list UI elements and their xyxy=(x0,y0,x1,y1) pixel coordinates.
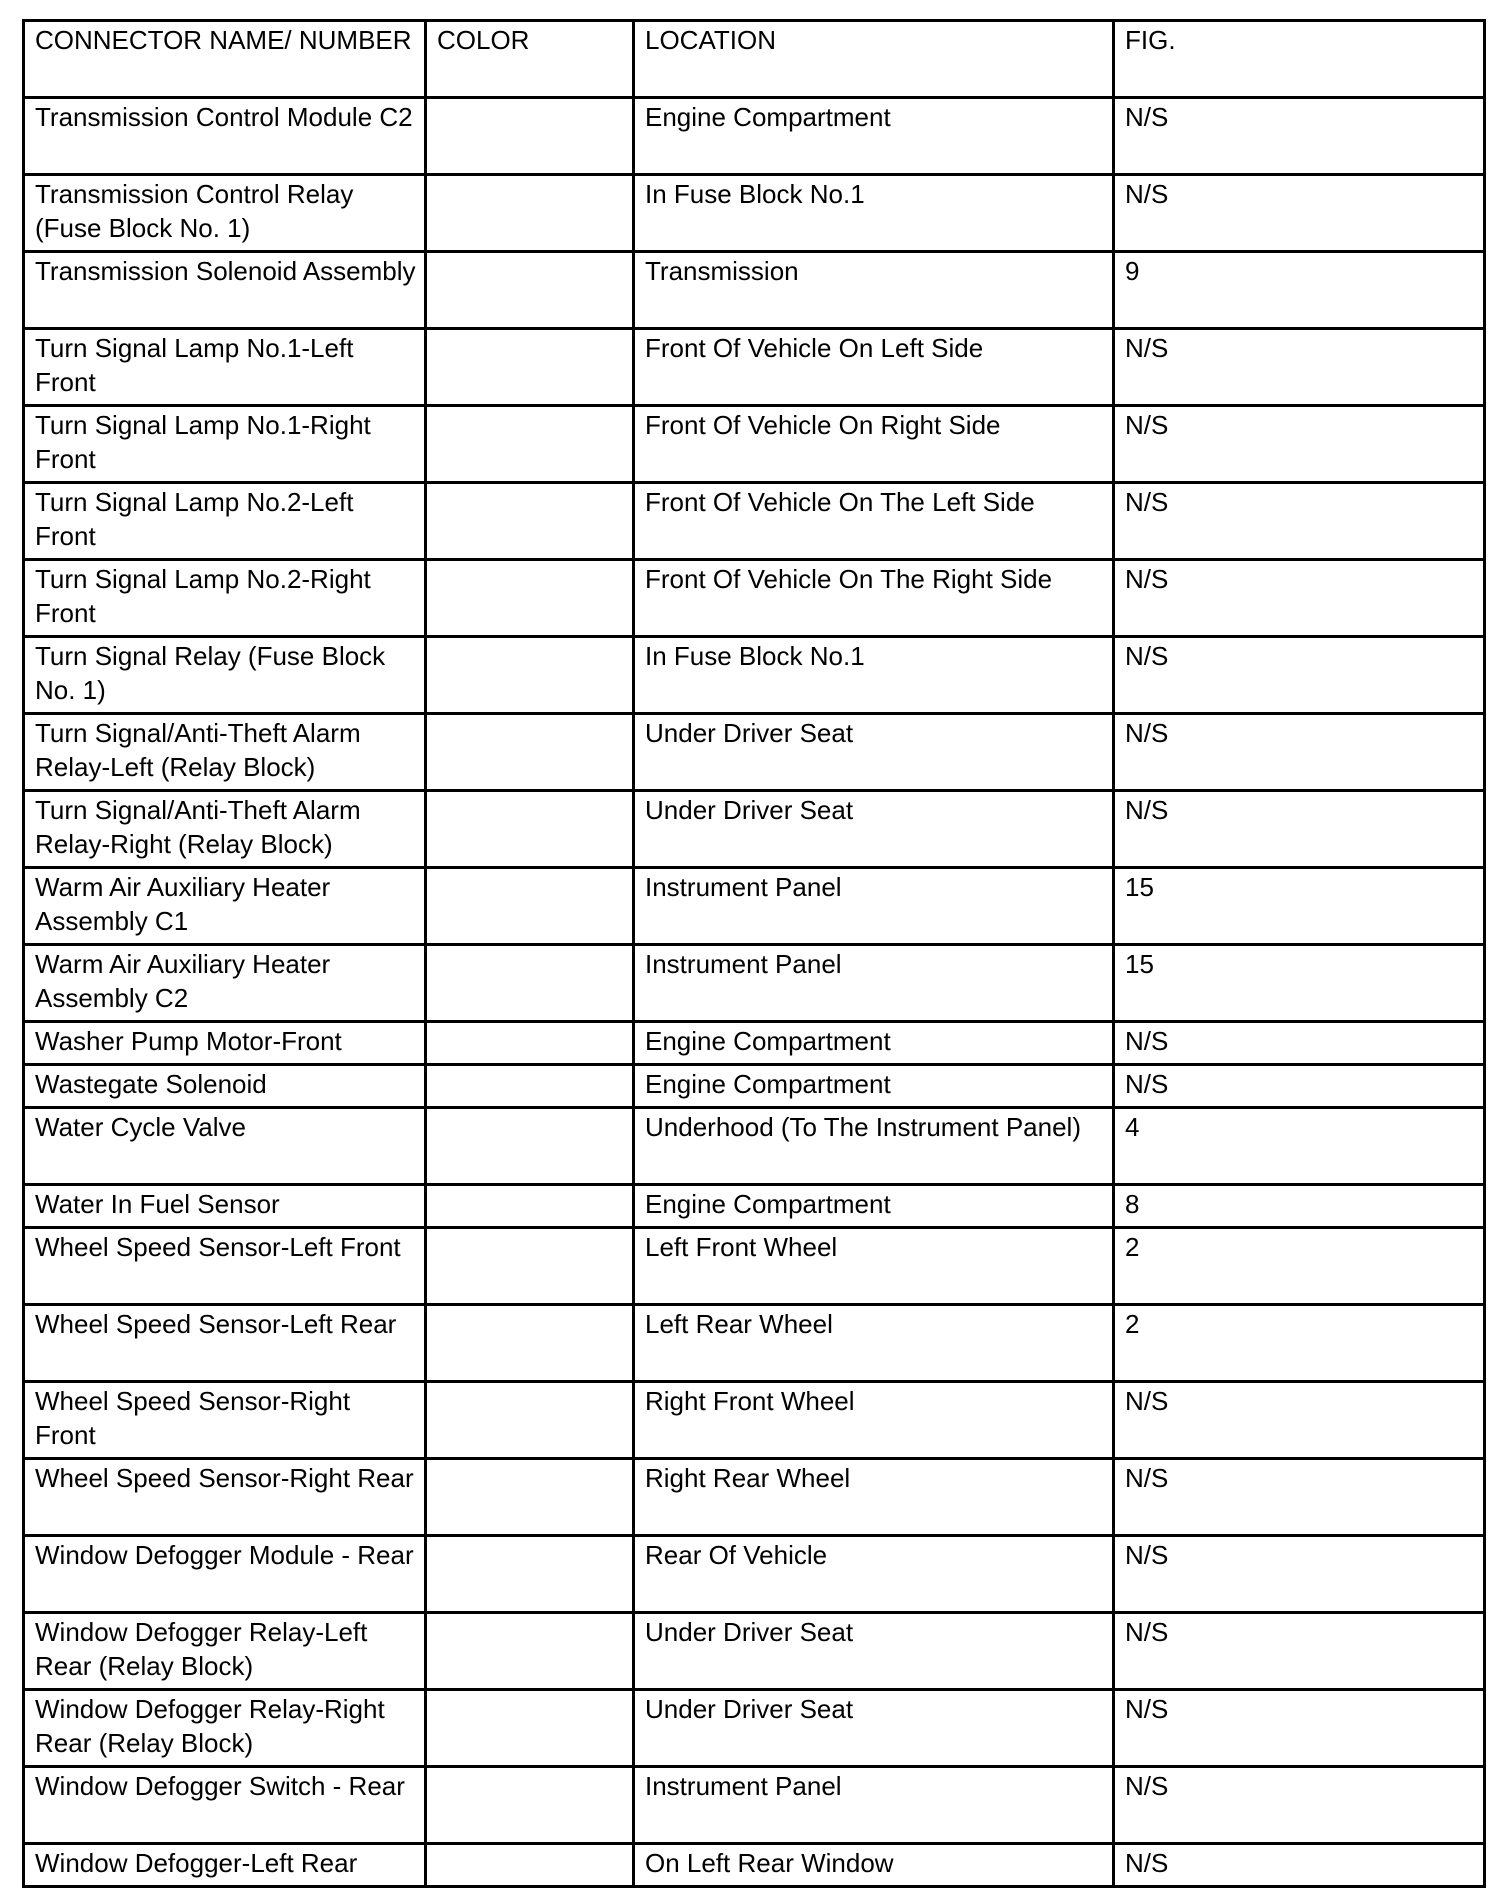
location-cell: Instrument Panel xyxy=(634,868,1114,945)
table-row xyxy=(24,1228,1485,1305)
connector-name-cell: Window Defogger Switch - Rear xyxy=(24,1767,426,1844)
location-cell: Right Rear Wheel xyxy=(634,1459,1114,1536)
location-cell: Left Front Wheel xyxy=(634,1228,1114,1305)
table-row xyxy=(24,1305,1485,1382)
table-row xyxy=(24,1690,1485,1767)
color-cell xyxy=(426,1690,634,1767)
table-row xyxy=(24,1022,1485,1065)
fig-cell: N/S xyxy=(1114,406,1485,483)
color-cell xyxy=(426,1613,634,1690)
color-cell xyxy=(426,1108,634,1185)
connector-name-cell: Warm Air Auxiliary Heater Assembly C1 xyxy=(24,868,426,945)
color-cell xyxy=(426,945,634,1022)
table-row xyxy=(24,945,1485,1022)
table-row xyxy=(24,714,1485,791)
header-location: LOCATION xyxy=(634,21,1114,98)
color-cell xyxy=(426,1305,634,1382)
fig-cell: 15 xyxy=(1114,945,1485,1022)
connector-name-cell: Water In Fuel Sensor xyxy=(24,1185,426,1228)
location-cell: Front Of Vehicle On Right Side xyxy=(634,406,1114,483)
location-cell: Left Rear Wheel xyxy=(634,1305,1114,1382)
color-cell xyxy=(426,868,634,945)
connector-table-page xyxy=(22,19,1483,1888)
location-cell: Engine Compartment xyxy=(634,98,1114,175)
fig-cell: N/S xyxy=(1114,98,1485,175)
table-row xyxy=(24,1536,1485,1613)
header-connector-name: CONNECTOR NAME/ NUMBER xyxy=(24,21,426,98)
color-cell xyxy=(426,329,634,406)
color-cell xyxy=(426,98,634,175)
color-cell xyxy=(426,1022,634,1065)
location-cell: Rear Of Vehicle xyxy=(634,1536,1114,1613)
fig-cell: N/S xyxy=(1114,1690,1485,1767)
location-cell: Transmission xyxy=(634,252,1114,329)
connector-name-cell: Transmission Control Relay (Fuse Block No. 1) xyxy=(24,175,426,252)
connector-name-cell: Turn Signal Lamp No.2-Left Front xyxy=(24,483,426,560)
location-cell: Underhood (To The Instrument Panel) xyxy=(634,1108,1114,1185)
fig-cell: N/S xyxy=(1114,1022,1485,1065)
fig-cell: N/S xyxy=(1114,1382,1485,1459)
location-cell: Front Of Vehicle On The Left Side xyxy=(634,483,1114,560)
connector-location-table xyxy=(22,19,1486,1888)
table-row xyxy=(24,637,1485,714)
fig-cell: N/S xyxy=(1114,1613,1485,1690)
location-cell: In Fuse Block No.1 xyxy=(634,637,1114,714)
connector-name-cell: Transmission Solenoid Assembly xyxy=(24,252,426,329)
header-color: COLOR xyxy=(426,21,634,98)
table-row xyxy=(24,1767,1485,1844)
color-cell xyxy=(426,1844,634,1887)
location-cell: Instrument Panel xyxy=(634,1767,1114,1844)
table-row xyxy=(24,1382,1485,1459)
fig-cell: N/S xyxy=(1114,483,1485,560)
table-row xyxy=(24,791,1485,868)
fig-cell: 2 xyxy=(1114,1228,1485,1305)
table-row xyxy=(24,483,1485,560)
location-cell: In Fuse Block No.1 xyxy=(634,175,1114,252)
fig-cell: N/S xyxy=(1114,1065,1485,1108)
table-header-row xyxy=(24,21,1485,98)
location-cell: Front Of Vehicle On Left Side xyxy=(634,329,1114,406)
color-cell xyxy=(426,637,634,714)
location-cell: Front Of Vehicle On The Right Side xyxy=(634,560,1114,637)
fig-cell: N/S xyxy=(1114,1767,1485,1844)
connector-name-cell: Turn Signal Lamp No.1-Left Front xyxy=(24,329,426,406)
color-cell xyxy=(426,714,634,791)
fig-cell: 8 xyxy=(1114,1185,1485,1228)
fig-cell: 15 xyxy=(1114,868,1485,945)
connector-name-cell: Window Defogger Module - Rear xyxy=(24,1536,426,1613)
fig-cell: N/S xyxy=(1114,791,1485,868)
table-row xyxy=(24,252,1485,329)
connector-name-cell: Turn Signal/Anti-Theft Alarm Relay-Right (Relay Block) xyxy=(24,791,426,868)
location-cell: Instrument Panel xyxy=(634,945,1114,1022)
fig-cell: N/S xyxy=(1114,1536,1485,1613)
connector-name-cell: Turn Signal Relay (Fuse Block No. 1) xyxy=(24,637,426,714)
fig-cell: N/S xyxy=(1114,1844,1485,1887)
table-row xyxy=(24,1613,1485,1690)
table-row xyxy=(24,1459,1485,1536)
connector-name-cell: Window Defogger-Left Rear xyxy=(24,1844,426,1887)
color-cell xyxy=(426,1065,634,1108)
location-cell: On Left Rear Window xyxy=(634,1844,1114,1887)
location-cell: Engine Compartment xyxy=(634,1065,1114,1108)
location-cell: Under Driver Seat xyxy=(634,1690,1114,1767)
connector-name-cell: Wheel Speed Sensor-Left Front xyxy=(24,1228,426,1305)
color-cell xyxy=(426,252,634,329)
fig-cell: N/S xyxy=(1114,1459,1485,1536)
connector-name-cell: Turn Signal/Anti-Theft Alarm Relay-Left (Relay Block) xyxy=(24,714,426,791)
location-cell: Right Front Wheel xyxy=(634,1382,1114,1459)
connector-name-cell: Wastegate Solenoid xyxy=(24,1065,426,1108)
connector-name-cell: Window Defogger Relay-Left Rear (Relay Block) xyxy=(24,1613,426,1690)
color-cell xyxy=(426,1536,634,1613)
table-row xyxy=(24,406,1485,483)
fig-cell: N/S xyxy=(1114,560,1485,637)
location-cell: Under Driver Seat xyxy=(634,714,1114,791)
color-cell xyxy=(426,791,634,868)
location-cell: Under Driver Seat xyxy=(634,1613,1114,1690)
fig-cell: 2 xyxy=(1114,1305,1485,1382)
connector-name-cell: Warm Air Auxiliary Heater Assembly C2 xyxy=(24,945,426,1022)
color-cell xyxy=(426,1459,634,1536)
table-row xyxy=(24,1844,1485,1887)
color-cell xyxy=(426,483,634,560)
location-cell: Engine Compartment xyxy=(634,1185,1114,1228)
connector-name-cell: Washer Pump Motor-Front xyxy=(24,1022,426,1065)
table-row xyxy=(24,329,1485,406)
connector-name-cell: Wheel Speed Sensor-Right Front xyxy=(24,1382,426,1459)
table-row xyxy=(24,98,1485,175)
fig-cell: 4 xyxy=(1114,1108,1485,1185)
location-cell: Engine Compartment xyxy=(634,1022,1114,1065)
color-cell xyxy=(426,175,634,252)
connector-name-cell: Wheel Speed Sensor-Left Rear xyxy=(24,1305,426,1382)
table-row xyxy=(24,1108,1485,1185)
fig-cell: N/S xyxy=(1114,714,1485,791)
location-cell: Under Driver Seat xyxy=(634,791,1114,868)
color-cell xyxy=(426,560,634,637)
table-row xyxy=(24,560,1485,637)
fig-cell: N/S xyxy=(1114,175,1485,252)
color-cell xyxy=(426,406,634,483)
table-row xyxy=(24,1065,1485,1108)
header-fig: FIG. xyxy=(1114,21,1485,98)
connector-name-cell: Turn Signal Lamp No.2-Right Front xyxy=(24,560,426,637)
connector-name-cell: Turn Signal Lamp No.1-Right Front xyxy=(24,406,426,483)
connector-name-cell: Water Cycle Valve xyxy=(24,1108,426,1185)
connector-name-cell: Wheel Speed Sensor-Right Rear xyxy=(24,1459,426,1536)
table-row xyxy=(24,175,1485,252)
color-cell xyxy=(426,1185,634,1228)
color-cell xyxy=(426,1767,634,1844)
color-cell xyxy=(426,1228,634,1305)
table-row xyxy=(24,1185,1485,1228)
connector-name-cell: Window Defogger Relay-Right Rear (Relay Block) xyxy=(24,1690,426,1767)
connector-name-cell: Transmission Control Module C2 xyxy=(24,98,426,175)
color-cell xyxy=(426,1382,634,1459)
fig-cell: 9 xyxy=(1114,252,1485,329)
fig-cell: N/S xyxy=(1114,329,1485,406)
fig-cell: N/S xyxy=(1114,637,1485,714)
table-row xyxy=(24,868,1485,945)
